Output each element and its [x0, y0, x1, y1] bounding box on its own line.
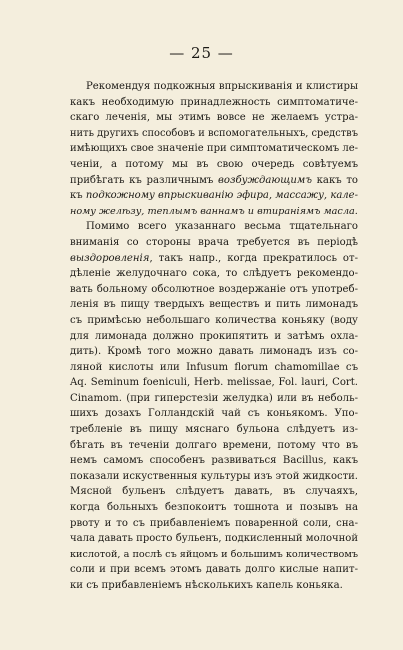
text-run: , такъ напр., когда прекратилось от- [149, 252, 358, 264]
text-line [70, 562, 358, 578]
text-run: бѣгать въ теченіи долгаго времени, потому что въ [70, 439, 358, 451]
text-line [70, 406, 358, 422]
text-line [70, 95, 358, 111]
text-run: кислотой, а послѣ съ яйцомъ и большимъ количествомъ [70, 548, 358, 560]
italic-text-run: подкожному впрыскиванію эфира, массажу, кале- [85, 190, 358, 202]
body-text [70, 79, 358, 594]
page-number: — 25 — [169, 44, 234, 62]
text-run: немъ самомъ способенъ развиваться Bacillus, какъ [70, 455, 358, 467]
text-run: дѣленіе желудочнаго сока, то слѣдуетъ рекомендо- [70, 268, 358, 280]
paragraph [70, 79, 358, 219]
text-run: Рекомендуя подкожныя впрыскиванія и клистиры [86, 81, 358, 92]
text-run: какъ необходимую принадлежность симптоматиче- [70, 96, 358, 108]
text-line [70, 188, 358, 204]
text-run: нить другихъ способовъ и вспомогательныхъ, средствъ [70, 127, 358, 139]
text-run: показали искуственныя культуры изъ этой жидкости. [70, 470, 358, 482]
text-run: скаго леченія, мы этимъ вовсе не желаемъ устра- [70, 112, 358, 124]
text-line [70, 344, 358, 360]
text-line [70, 375, 358, 391]
italic-text-run: ному желѣзу, теплымъ ваннамъ и втираніямъ масла. [70, 205, 358, 217]
text-line [70, 313, 358, 329]
text-line [70, 329, 358, 345]
text-line [70, 484, 358, 500]
text-run: вниманія со стороны врача требуется въ періодѣ [70, 236, 358, 248]
text-line [70, 173, 358, 189]
text-run: прибѣгать къ различнымъ [70, 174, 219, 186]
text-line [70, 79, 358, 95]
text-run: соли и при всемъ этомъ давать долго кислые напит- [70, 564, 358, 576]
text-run: вать больному обсолютное воздержаніе отъ употреб- [70, 283, 358, 295]
text-line [70, 360, 358, 376]
text-line [70, 204, 358, 220]
text-line [70, 235, 358, 251]
text-line [70, 531, 358, 547]
text-run: какъ то [311, 174, 359, 186]
text-run: Cinamom. (при гиперстезіи желудка) или въ неболь- [70, 392, 358, 404]
text-line [70, 516, 358, 532]
italic-text-run: возбуждающимъ [218, 174, 312, 186]
text-line [70, 438, 358, 454]
text-line [70, 422, 358, 438]
text-line [70, 578, 358, 594]
text-run: ченіи, а потому мы въ свою очередь совѣтуемъ [70, 158, 358, 170]
text-run: имѣющихъ свое значеніе при симптоматическомъ ле- [70, 143, 359, 155]
text-run: дить). Кромѣ того можно давать лимонадъ изъ со- [70, 346, 358, 358]
text-run: къ [70, 190, 86, 202]
text-line [70, 469, 358, 485]
text-line [70, 219, 358, 235]
text-line [70, 251, 358, 267]
text-run: чала давать просто бульенъ, подкисленный молочной [70, 533, 358, 545]
paragraph [70, 219, 358, 593]
text-run: Мясной бульенъ слѣдуетъ давать, въ случаяхъ, [70, 486, 358, 498]
text-line [70, 110, 358, 126]
text-line [70, 282, 358, 298]
text-run: Помимо всего указаннаго весьма тщательнаго [86, 221, 358, 233]
text-line [70, 126, 358, 142]
text-run: Aq. Seminum foeniculi, Herb. melissae, Fol. lauri, Cort. [70, 377, 358, 389]
text-line [70, 266, 358, 282]
text-line [70, 141, 358, 157]
text-run: шихъ дозахъ Голландскій чай съ коньякомъ. Упо- [70, 408, 358, 420]
text-run: когда больныхъ безпокоитъ тошнота и позывъ на [70, 502, 358, 514]
italic-text-run: выздоровленія [70, 252, 150, 264]
text-run: требленіе въ пищу мяснаго бульона слѣдуетъ из- [70, 424, 358, 436]
text-line [70, 157, 358, 173]
text-line [70, 547, 358, 563]
text-line [70, 453, 358, 469]
text-line [70, 391, 358, 407]
text-line [70, 297, 358, 313]
text-run: рвоту и то съ прибавленіемъ поваренной соли, сна- [70, 517, 358, 529]
text-run: съ примѣсью небольшаго количества коньяку (воду [70, 314, 358, 326]
text-run: ки съ прибавленіемъ нѣсколькихъ капель коньяка. [70, 580, 343, 591]
text-run: ляной кислоты или Infusum florum chamomillae съ [70, 361, 358, 373]
text-run: ленія въ пищу твердыхъ веществъ и пить лимонадъ [70, 299, 358, 311]
text-line [70, 500, 358, 516]
text-run: для лимонада должно прокипятить и затѣмъ охла- [70, 330, 358, 342]
